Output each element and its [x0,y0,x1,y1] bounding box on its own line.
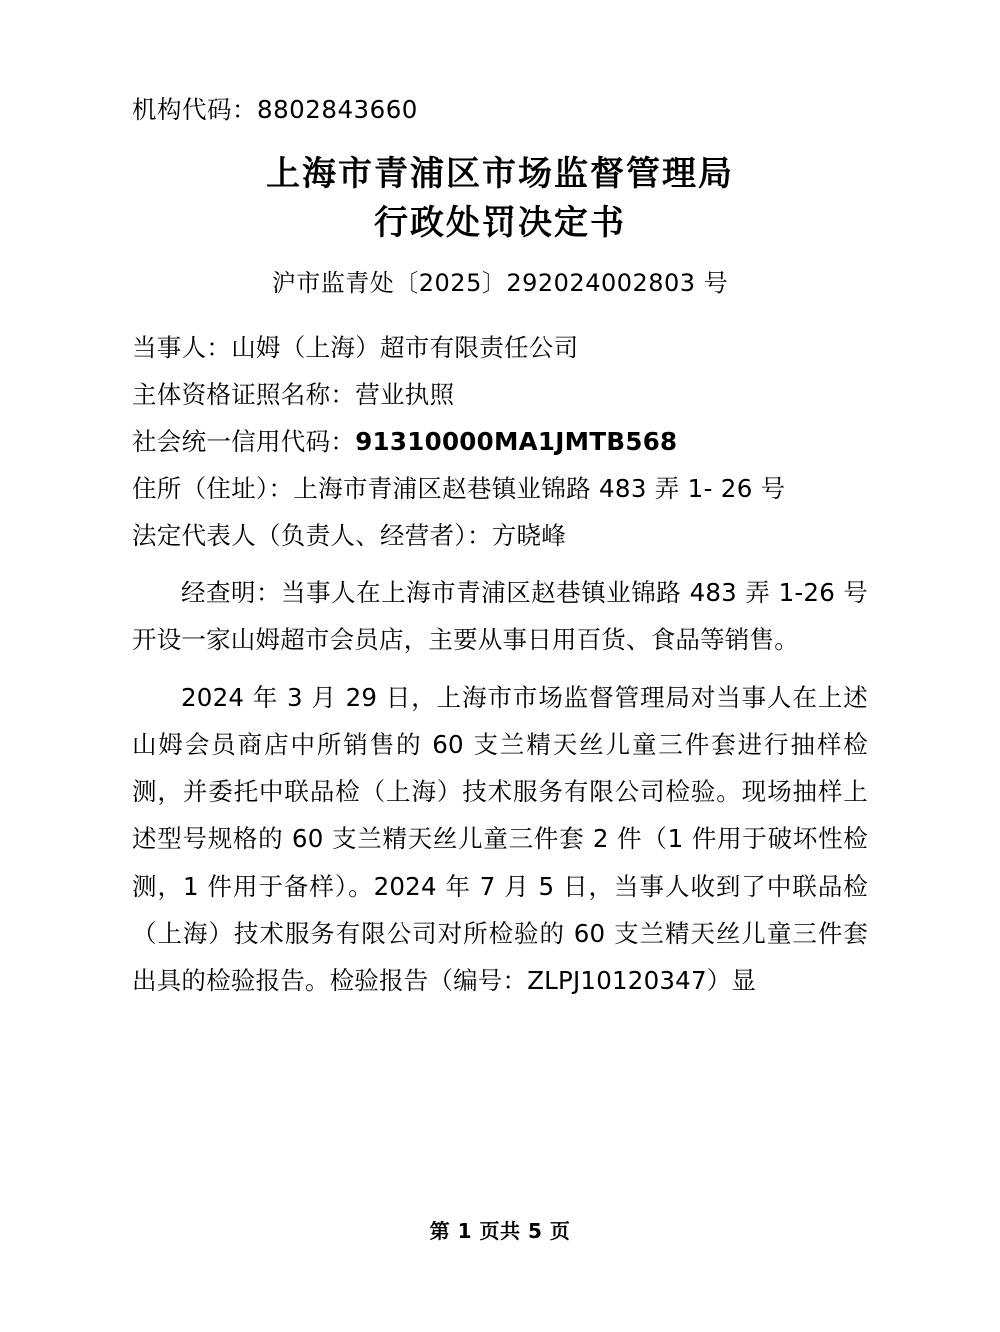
paragraph-spacer [132,559,868,569]
field-license-name-value: 营业执照 [355,379,455,409]
field-party [132,324,868,371]
page-footer: 第 1 页共 5 页 [429,1219,571,1243]
body-paragraph-2: 2024 年 3 月 29 日，上海市市场监督管理局对当事人在上述山姆会员商店中所销售的 60 支兰精天丝儿童三件套进行抽样检测，并委托中联品检（上海）技术服务有限公司检验。现场抽样上述型号规格的 60 支兰精天丝儿童三件套 2 件（1 件用于破坏性检测，1 件用于备样）。2024 年 7 月 5 日，当事人收到了中联品检（上海）技术服务有限公司对所检验的 60 支兰精天丝儿童三件套出具的检验报告。检验报告（编号：ZLPJ10120347）显 [132,682,868,996]
field-party-label: 当事人： [132,332,232,362]
title-line-doctype: 行政处罚决定书 [374,202,626,243]
field-credit-code-value: 91310000MA1JMTB568 [355,426,678,456]
field-party-value: 山姆（上海）超市有限责任公司 [231,332,579,362]
document-number: 沪市监青处〔2025〕292024002803 号 [271,268,729,297]
field-legal-representative [132,512,868,559]
paragraph-spacer-2 [132,664,868,674]
field-legal-representative-label: 法定代表人（负责人、经营者）： [132,521,492,551]
document-title [132,150,868,247]
field-legal-representative-value: 方晓峰 [491,521,567,551]
title-line-authority: 上海市青浦区市场监督管理局 [266,154,734,195]
field-credit-code-label: 社会统一信用代码： [132,426,356,456]
body-paragraph-1: 经查明：当事人在上海市青浦区赵巷镇业锦路 483 弄 1-26 号开设一家山姆超市会员店，主要从事日用百货、食品等销售。 [132,578,868,655]
organization-code-line: 机构代码：8802843660 [132,95,418,124]
field-license-name-label: 主体资格证照名称： [132,379,356,409]
field-credit-code [132,418,868,465]
field-address-label: 住所（住址）： [132,474,294,504]
field-address-value: 上海市青浦区赵巷镇业锦路 483 弄 1- 26 号 [293,474,786,504]
field-license-name [132,371,868,418]
field-address [132,465,868,512]
